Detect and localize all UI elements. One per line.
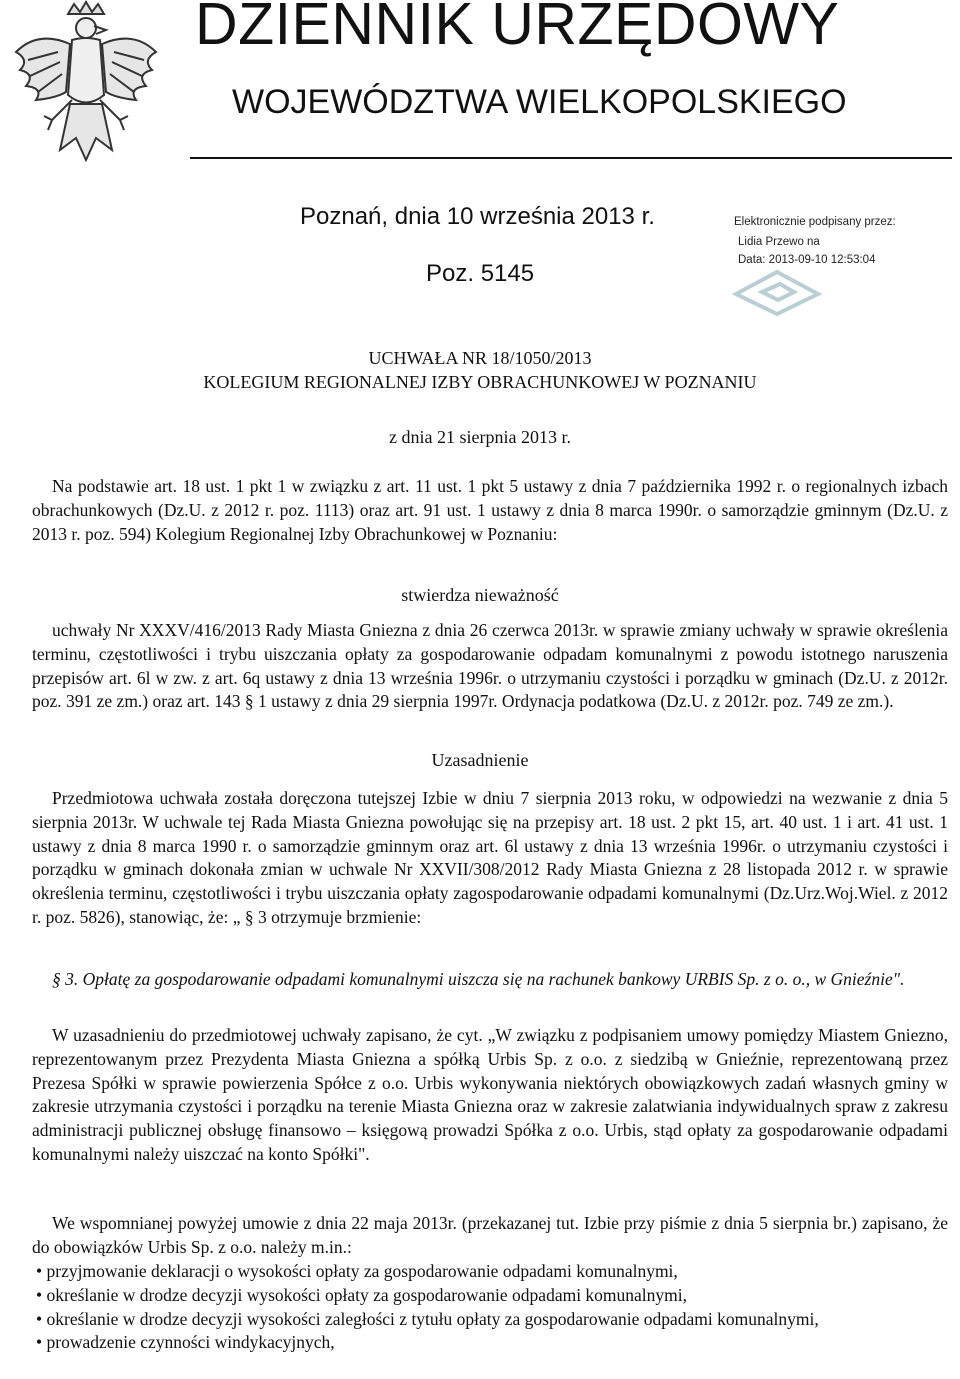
list-item: • określanie w drodze decyzji wysokości zaległości z tytułu opłaty za gospodarowanie odpadami komunalnymi, xyxy=(36,1308,819,1329)
signature-stamp-icon xyxy=(732,262,822,316)
duties-list xyxy=(32,1260,948,1355)
act-title: UCHWAŁA NR 18/1050/2013 xyxy=(368,348,592,368)
list-item: • określanie w drodze decyzji wysokości opłaty za gospodarowanie odpadami komunalnymi, xyxy=(36,1284,688,1305)
quoted-provision: § 3. Opłatę za gospodarowanie odpadami komunalnymi uiszcza się na rachunek bankowy URBIS Sp. z o. o., w Gnieźnie". xyxy=(52,969,905,989)
resolution-text: uchwały Nr XXXV/416/2013 Rady Miasta Gniezna z dnia 26 czerwca 2013r. w sprawie zmiany uchwały w sprawie określenia terminu, częstotliwości i trybu uiszczania opłaty za gospodarowanie odpadam komunalnymi z powodu istotnego naruszenia przepisów art. 6l w zw. z art. 6q ustawy z dnia 13 września 1996r. o utrzymaniu czystości i porządku w gminach (Dz.U. z 2012r. poz. 391 ze zm.) oraz art. 143 § 1 ustawy z dnia 29 sierpnia 1997r. Ordynacja podatkowa (Dz.U. z 2012r. poz. 749 ze zm.). xyxy=(32,620,948,712)
electronic-signature xyxy=(730,210,955,320)
justification-paragraph-1: Przedmiotowa uchwała została doręczona tutejszej Izbie w dniu 7 sierpnia 2013 roku, w odpowiedzi na wezwanie z dnia 5 sierpnia 2013r. W uchwale tej Rada Miasta Gniezna powołując się na przepisy art. 18 ust. 2 pkt 15, art. 40 ust. 1 i art. 41 ust. 1 ustawy z dnia 8 marca 1990 r. o samorządzie gminnym oraz art. 6l ustawy z dnia 13 września 1996r. o utrzymaniu czystości i porządku w gminach dokonała zmian w uchwale Nr XXVII/308/2012 Rady Miasta Gniezna z 28 listopada 2012 r. w sprawie określenia terminu, częstotliwości i trybu uiszczania opłaty zagospodarowanie odpadami komunalnymi (Dz.Urz.Woj.Wiel. z 2012 r. poz. 5826), stanowiąc, że: „ § 3 otrzymuje brzmienie: xyxy=(32,788,948,927)
header-divider xyxy=(190,157,952,159)
journal-title: DZIENNIK URZĘDOWY xyxy=(195,0,840,57)
signature-signer: Lidia Przewo na xyxy=(738,236,820,248)
justification-paragraph-2: W uzasadnieniu do przedmiotowej uchwały zapisano, że cyt. „W związku z podpisaniem umowy pomiędzy Miastem Gniezno, reprezentowanym przez Prezydenta Miasta Gniezna a spółką Urbis Sp. z o.o. z siedzibą w Gnieźnie, reprezentowaną przez Prezesa Spółki w sprawie powierzenia Spółce z o.o. Urbis wykonywania niektórych obowiązkowych zadań własnych gminy w zakresie utrzymania czystości i porządku na terenie Miasta Gniezna oraz w zakresie zalatwiania indywidualnych spraw z zakresu administracji publicznej obsługę finansowo – księgową prowadzi Spółka z o.o. Urbis, stąd opłaty za gospodarowanie odpadami komunalnymi należy uiszczać na konto Spółki". xyxy=(32,1025,948,1164)
preamble: Na podstawie art. 18 ust. 1 pkt 1 w związku z art. 11 ust. 1 pkt 5 ustawy z dnia 7 października 1992 r. o regionalnych izbach obrachunkowych (Dz.U. z 2012 r. poz. 1113) oraz art. 91 ust. 1 ustawy z dnia 8 marca 1990r. o samorządzie gminnym (Dz.U. z 2013 r. poz. 594) Kolegium Regionalnej Izby Obrachunkowej w Poznaniu: xyxy=(32,476,948,544)
signature-label: Elektronicznie podpisany przez: xyxy=(734,216,896,228)
justification-paragraph-3: We wspomnianej powyżej umowie z dnia 22 maja 2013r. (przekazanej tut. Izbie przy piśmie z dnia 5 sierpnia br.) zapisano, że do obowiązków Urbis Sp. z o.o. należy m.in.: xyxy=(32,1213,948,1257)
polish-eagle-emblem-icon xyxy=(8,0,158,168)
position-number: Poz. 5145 xyxy=(426,260,535,287)
journal-subtitle: WOJEWÓDZTWA WIELKOPOLSKIEGO xyxy=(232,83,847,121)
act-issuer: KOLEGIUM REGIONALNEJ IZBY OBRACHUNKOWEJ W POZNANIU xyxy=(203,372,757,392)
signature-date: Data: 2013-09-10 12:53:04 xyxy=(738,254,876,266)
place-date: Poznań, dnia 10 września 2013 r. xyxy=(300,203,655,230)
justification-heading: Uzasadnienie xyxy=(431,750,529,770)
act-date: z dnia 21 sierpnia 2013 r. xyxy=(389,427,571,447)
list-item: • prowadzenie czynności windykacyjnych, xyxy=(36,1332,335,1353)
list-item: • przyjmowanie deklaracji o wysokości opłaty za gospodarowanie odpadami komunalnymi, xyxy=(36,1261,678,1281)
decision-heading: stwierdza nieważność xyxy=(401,585,559,605)
